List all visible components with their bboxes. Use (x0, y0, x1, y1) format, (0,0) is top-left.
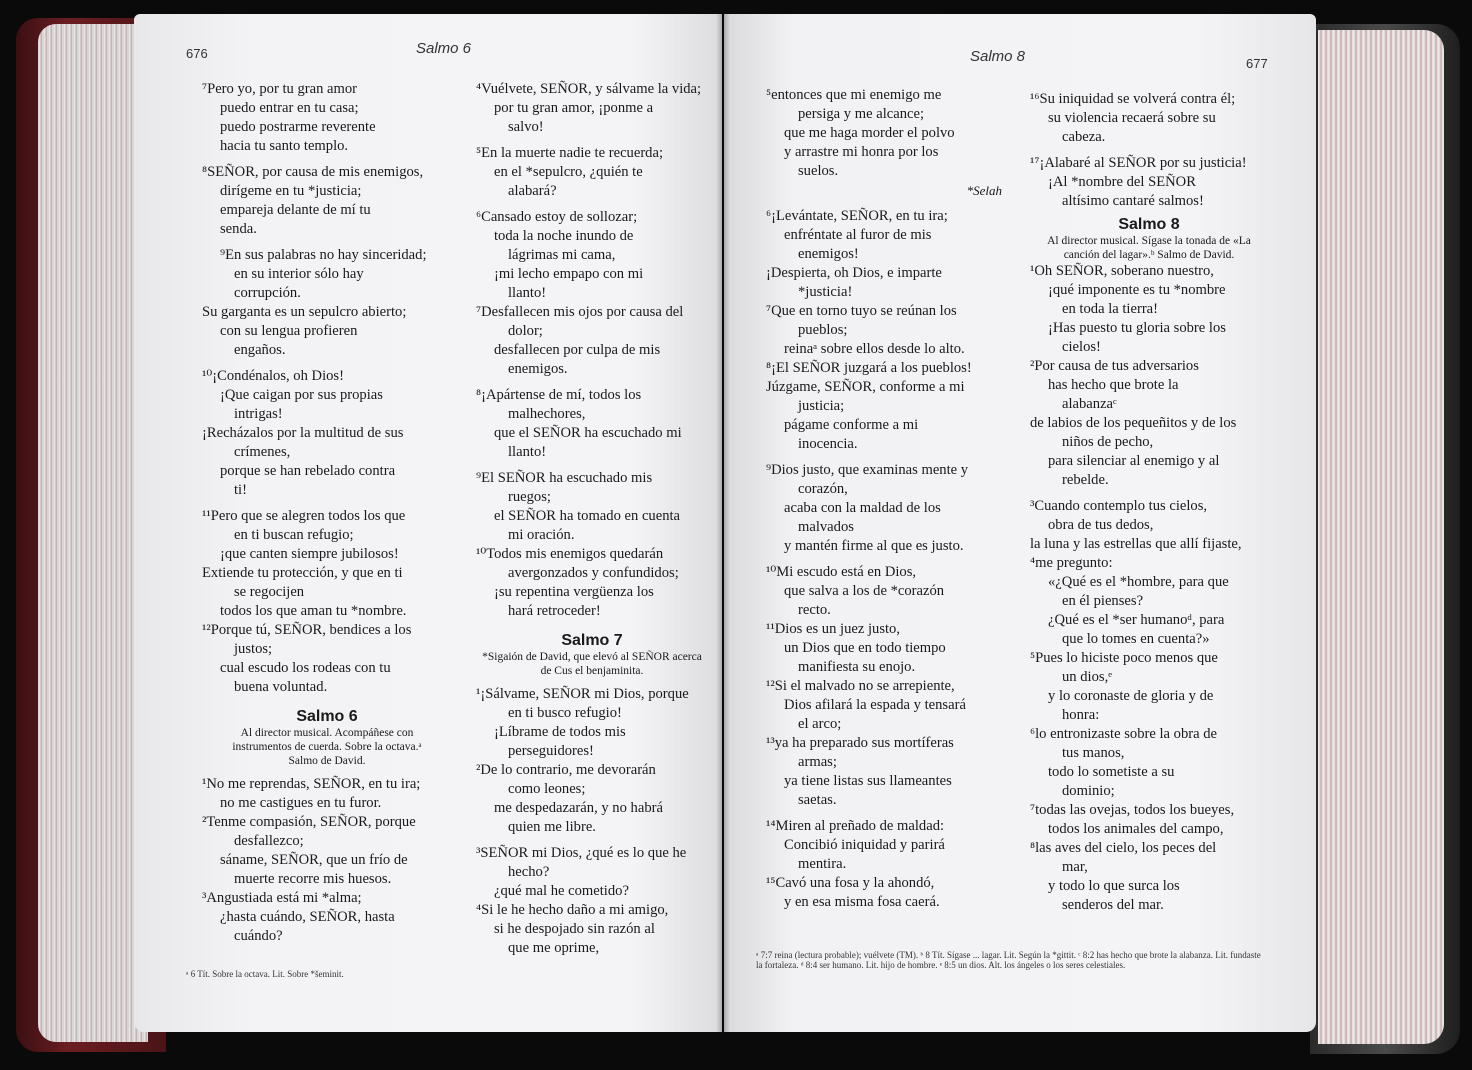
verse-block (1030, 725, 1268, 801)
verse-line: págame conforme a mi (784, 417, 919, 433)
verse-line: ²Por causa de tus adversarios (1030, 358, 1199, 374)
verse-line: malhechores, (508, 406, 586, 422)
verse-line: me despedazarán, y no habrá (494, 800, 663, 816)
verse-line: honra: (1062, 707, 1100, 723)
verse-line: recto. (798, 602, 831, 618)
verse-block (476, 303, 708, 379)
verse-line: ¹⁷¡Alabaré al SEÑOR por su justicia! (1030, 155, 1247, 171)
verse-line: ⁵entonces que mi enemigo me (766, 87, 942, 103)
selah-marker: *Selah (966, 183, 1002, 198)
verse-line: ⁷todas las ovejas, todos los bueyes, (1030, 802, 1235, 818)
verse-line: para silenciar al enemigo y al (1048, 453, 1220, 469)
verse-line: desfallezco; (234, 833, 304, 849)
verse-block (202, 621, 452, 697)
verse-line: ³Cuando contemplo tus cielos, (1030, 498, 1208, 514)
verse-line: cabeza. (1062, 129, 1106, 145)
verse-block (476, 386, 708, 462)
verse-line: ¹¹Dios es un juez justo, (766, 621, 901, 637)
verse-line: Al director musical. Sígase la tonada de «La (1047, 235, 1251, 247)
verse-line: alabanzaᶜ (1062, 396, 1117, 412)
verse-line: corazón, (798, 481, 848, 497)
verse-line: inocencia. (798, 436, 858, 452)
verse-line: buena voluntad. (234, 679, 328, 695)
verse-line: mentira. (798, 856, 847, 872)
verse-block (766, 677, 1002, 734)
verse-line: «¿Qué es el *hombre, para que (1048, 574, 1229, 590)
verse-line: ⁴Si le he hecho daño a mi amigo, (476, 902, 669, 918)
verse-line: dirígeme en tu *justicia; (220, 183, 362, 199)
verse-block (202, 367, 452, 500)
verse-block (476, 469, 708, 545)
verse-line: ²Tenme compasión, SEÑOR, porque (202, 814, 416, 830)
verse-line: hecho? (508, 864, 550, 880)
verse-line: llanto! (508, 285, 547, 301)
verse-line: en ti buscan refugio; (234, 527, 354, 543)
right-column-1 (766, 86, 1002, 912)
verse-block (476, 685, 708, 761)
verse-line: pueblos; (798, 322, 848, 338)
verse-line: ³Angustiada está mi *alma; (202, 890, 362, 906)
verse-block (766, 734, 1002, 810)
verse-line: de labios de los pequeñitos y de los (1030, 415, 1237, 431)
verse-block (1030, 262, 1268, 357)
verse-line: y mantén firme al que es justo. (784, 538, 964, 554)
verse-line: ¹⁰¡Condénalos, oh Dios! (202, 368, 344, 384)
verse-block (1030, 154, 1268, 211)
verse-line: justos; (234, 641, 273, 657)
verse-line: ⁵Pues lo hiciste poco menos que (1030, 650, 1218, 666)
verse-line: ⁹El SEÑOR ha escuchado mis (476, 470, 653, 486)
verse-line: senda. (220, 221, 257, 237)
verse-line: ⁹Dios justo, que examinas mente y (766, 462, 969, 478)
verse-block (766, 620, 1002, 677)
verse-line: que me haga morder el polvo (784, 125, 955, 141)
verse-line: ¹²Si el malvado no se arrepiente, (766, 678, 955, 694)
verse-line: quien me libre. (508, 819, 596, 835)
verse-line: no me castigues en tu furor. (220, 795, 382, 811)
verse-line: ⁸¡Apártense de mí, todos los (476, 387, 642, 403)
verse-line: corrupción. (234, 285, 301, 301)
verse-line: armas; (798, 754, 837, 770)
verse-block (202, 813, 452, 889)
verse-block (1030, 497, 1268, 554)
verse-line: ³SEÑOR mi Dios, ¿qué es lo que he (476, 845, 687, 861)
verse-line: porque se han rebelado contra (220, 463, 396, 479)
page-edges-right (1318, 30, 1444, 1044)
verse-line: ¡mi lecho empapo con mi (494, 266, 644, 282)
psalm-7-superscription (476, 650, 708, 678)
verse-line: un Dios que en todo tiempo (784, 640, 946, 656)
verse-line: puedo postrarme reverente (220, 119, 376, 135)
verse-line: ¡Recházalos por la multitud de sus (202, 425, 404, 441)
footnote-right: ᵃ 7:7 reina (lectura probable); vuélvete (TM). ᵇ 8 Tít. Sígase ... lagar. Lit. Según la *gittit. ᶜ 8:2 has hecho que brote la alabanza. Lit. fundaste la fortaleza. ᵈ 8:4 ser humano. Lit. hijo de hombre. ᵉ 8:5 un dios. Alt. los ángeles o los seres celestiales. (756, 950, 1261, 970)
verse-line: ¹¡Sálvame, SEÑOR mi Dios, porque (476, 686, 689, 702)
verse-line: cual escudo los rodeas con tu (220, 660, 391, 676)
verse-line: ⁷Que en torno tuyo se reúnan los (766, 303, 957, 319)
verse-line: suelos. (798, 163, 839, 179)
book-gutter (716, 14, 730, 1032)
verse-line: ¹⁰Todos mis enemigos quedarán (476, 546, 664, 562)
verse-line: malvados (798, 519, 854, 535)
verse-block (202, 80, 452, 156)
verse-line: dominio; (1062, 783, 1115, 799)
verse-line: Extiende tu protección, y que en ti (202, 565, 403, 581)
verse-line: ⁴me pregunto: (1030, 555, 1113, 571)
verse-line: mar, (1062, 859, 1088, 875)
verse-line: ¡Despierta, oh Dios, e imparte (766, 265, 942, 281)
verse-line: niños de pecho, (1062, 434, 1154, 450)
verse-line: Dios afilará la espada y tensará (784, 697, 966, 713)
verse-line: ⁶lo entronizaste sobre la obra de (1030, 726, 1218, 742)
verse-line: muerte recorre mis huesos. (234, 871, 392, 887)
verse-line: engaños. (234, 342, 286, 358)
verse-block (476, 844, 708, 901)
page-number-left: 676 (186, 46, 208, 61)
verse-line: en ti busco refugio! (508, 705, 622, 721)
verse-line: salvo! (508, 119, 544, 135)
verse-line: ¿qué mal he cometido? (494, 883, 629, 899)
verse-line: crímenes, (234, 444, 291, 460)
verse-block (766, 207, 1002, 302)
verse-line: que el SEÑOR ha escuchado mi (494, 425, 682, 441)
verse-block (766, 563, 1002, 620)
verse-line: hacia tu santo templo. (220, 138, 349, 154)
verse-line: ¹No me reprendas, SEÑOR, en tu ira; (202, 776, 421, 792)
verse-line: en el *sepulcro, ¿quién te (494, 164, 643, 180)
verse-block (1030, 357, 1268, 490)
verse-line: ¹¹Pero que se alegren todos los que (202, 508, 406, 524)
verse-line: llanto! (508, 444, 547, 460)
verse-block (476, 901, 708, 958)
verse-line: persiga y me alcance; (798, 106, 925, 122)
verse-line: dolor; (508, 323, 543, 339)
verse-line: en él pienses? (1062, 593, 1144, 609)
verse-block (766, 86, 1002, 181)
verse-block (1030, 649, 1268, 725)
verse-line: de Cus el benjaminita. (540, 665, 644, 677)
psalm-6-superscription (202, 726, 452, 768)
verse-line: sáname, SEÑOR, que un frío de (220, 852, 408, 868)
verse-line: instrumentos de cuerda. Sobre la octava.ᵃ (232, 741, 422, 753)
verse-line: reinaᵃ sobre ellos desde lo alto. (784, 341, 965, 357)
verse-line: que me oprime, (508, 940, 600, 956)
verse-line: ⁸las aves del cielo, los peces del (1030, 840, 1217, 856)
verse-line: ⁸SEÑOR, por causa de mis enemigos, (202, 164, 424, 180)
verse-block (766, 461, 1002, 556)
verse-block (202, 163, 452, 239)
verse-line: el arco; (798, 716, 842, 732)
verse-line: empareja delante de mí tu (220, 202, 371, 218)
verse-line: ¡Al *nombre del SEÑOR (1048, 174, 1196, 190)
verse-line: ¹²Porque tú, SEÑOR, bendices a los (202, 622, 412, 638)
verse-line: ¡su repentina vergüenza los (494, 584, 654, 600)
verse-line: ¡Que caigan por sus propias (220, 387, 383, 403)
verse-line: ⁶Cansado estoy de sollozar; (476, 209, 638, 225)
verse-line: enfréntate al furor de mis (784, 227, 932, 243)
verse-line: saetas. (798, 792, 837, 808)
verse-line: por tu gran amor, ¡ponme a (494, 100, 654, 116)
verse-line: puedo entrar en tu casa; (220, 100, 359, 116)
verse-block (202, 775, 452, 813)
verse-line: ⁷Desfallecen mis ojos por causa del (476, 304, 684, 320)
verse-line: altísimo cantaré salmos! (1062, 193, 1204, 209)
verse-block (1030, 839, 1268, 915)
verse-line: y todo lo que surca los (1048, 878, 1180, 894)
verse-line: perseguidores! (508, 743, 594, 759)
verse-block (476, 144, 708, 201)
verse-line: manifiesta su enojo. (798, 659, 916, 675)
verse-line: mi oración. (508, 527, 575, 543)
verse-line: todos los que aman tu *nombre. (220, 603, 407, 619)
verse-block (1030, 90, 1268, 147)
verse-line: ¿Qué es el *ser humanoᵈ, para (1048, 612, 1225, 628)
verse-block (766, 817, 1002, 874)
verse-line: Al director musical. Acompáñese con (240, 727, 414, 739)
right-page (724, 14, 1316, 1032)
verse-line: ²De lo contrario, me devorarán (476, 762, 656, 778)
verse-line: ti! (234, 482, 247, 498)
verse-line: ⁴Vuélvete, SEÑOR, y sálvame la vida; (476, 81, 702, 97)
verse-line: con su lengua profieren (220, 323, 358, 339)
verse-block (766, 302, 1002, 359)
verse-line: ¡Líbrame de todos mis (494, 724, 626, 740)
verse-block (766, 359, 1002, 454)
verse-line: ⁶¡Levántate, SEÑOR, en tu ira; (766, 208, 948, 224)
verse-line: tus manos, (1062, 745, 1125, 761)
page-number-right: 677 (1246, 56, 1268, 71)
footnote-left: ᵃ 6 Tít. Sobre la octava. Lit. Sobre *šeminit. (186, 969, 344, 979)
verse-block (1030, 801, 1268, 839)
verse-line: obra de tus dedos, (1048, 517, 1154, 533)
psalm-7-title: Salmo 7 (561, 632, 623, 649)
verse-block (476, 208, 708, 303)
verse-line: Salmo de David. (288, 755, 366, 767)
verse-line: ¹⁵Cavó una fosa y la ahondó, (766, 875, 935, 891)
verse-line: desfallecen por culpa de mis (494, 342, 661, 358)
verse-line: su violencia recaerá sobre su (1048, 110, 1216, 126)
verse-block (1030, 554, 1268, 649)
verse-block (766, 874, 1002, 912)
verse-line: ⁸¡El SEÑOR juzgará a los pueblos! (766, 360, 972, 376)
verse-line: lágrimas mi cama, (508, 247, 616, 263)
verse-line: todo lo sometiste a su (1048, 764, 1175, 780)
verse-block (202, 246, 452, 360)
verse-line: ¹Oh SEÑOR, soberano nuestro, (1030, 263, 1214, 279)
verse-line: ⁵En la muerte nadie te recuerda; (476, 145, 664, 161)
verse-line: el SEÑOR ha tomado en cuenta (494, 508, 681, 524)
running-head-right: Salmo 8 (970, 48, 1026, 65)
verse-line: alabará? (508, 183, 557, 199)
verse-line: ¹⁴Miren al preñado de maldad: (766, 818, 945, 834)
verse-line: todos los animales del campo, (1048, 821, 1224, 837)
verse-line: como leones; (508, 781, 586, 797)
psalm-8-superscription (1030, 234, 1268, 262)
verse-line: canción del lagar».ᵇ Salmo de David. (1063, 249, 1235, 261)
verse-block (202, 889, 452, 946)
verse-line: ⁹En sus palabras no hay sinceridad; (220, 247, 427, 263)
verse-line: si he despojado sin razón al (494, 921, 655, 937)
verse-line: Concibió iniquidad y parirá (784, 837, 945, 853)
verse-line: y arrastre mi honra por los (784, 144, 939, 160)
verse-line: ¡Has puesto tu gloria sobre los (1048, 320, 1226, 336)
verse-line: acaba con la maldad de los (784, 500, 941, 516)
verse-line: senderos del mar. (1062, 897, 1164, 913)
verse-line: enemigos. (508, 361, 568, 377)
verse-line: ¡que canten siempre jubilosos! (220, 546, 399, 562)
verse-block (476, 761, 708, 837)
left-column-1 (202, 80, 452, 946)
verse-line: ⁷Pero yo, por tu gran amor (202, 81, 358, 97)
verse-line: cielos! (1062, 339, 1101, 355)
verse-line: ¹⁰Mi escudo está en Dios, (766, 564, 917, 580)
verse-line: hará retroceder! (508, 603, 601, 619)
verse-block (476, 545, 708, 621)
verse-line: y lo coronaste de gloria y de (1048, 688, 1214, 704)
verse-line: la luna y las estrellas que allí fijaste, (1030, 536, 1242, 552)
verse-block (476, 80, 708, 137)
verse-line: *justicia! (798, 284, 853, 300)
verse-line: toda la noche inundo de (494, 228, 634, 244)
psalm-8-title: Salmo 8 (1118, 216, 1180, 233)
left-page (134, 14, 722, 1032)
verse-line: se regocijen (234, 584, 305, 600)
verse-line: Júzgame, SEÑOR, conforme a mi (766, 379, 965, 395)
verse-line: en toda la tierra! (1062, 301, 1159, 317)
verse-line: un dios,ᵉ (1062, 669, 1112, 685)
verse-line: ruegos; (508, 489, 551, 505)
verse-line: ya tiene listas sus llameantes (784, 773, 952, 789)
running-head-left: Salmo 6 (416, 40, 472, 57)
verse-line: ¿hasta cuándo, SEÑOR, hasta (220, 909, 395, 925)
verse-line: justicia; (798, 398, 845, 414)
verse-line: en su interior sólo hay (234, 266, 364, 282)
right-column-2 (1030, 90, 1268, 915)
verse-line: que lo tomes en cuenta?» (1062, 631, 1210, 647)
verse-line: intrigas! (234, 406, 283, 422)
verse-line: que salva a los de *corazón (784, 583, 945, 599)
verse-line: ¡qué imponente es tu *nombre (1048, 282, 1226, 298)
page-edges-left (38, 24, 148, 1042)
verse-line: rebelde. (1062, 472, 1109, 488)
psalm-6-title: Salmo 6 (296, 708, 358, 725)
verse-line: enemigos! (798, 246, 859, 262)
verse-block (202, 507, 452, 621)
verse-line: y en esa misma fosa caerá. (784, 894, 940, 910)
verse-line: ¹⁶Su iniquidad se volverá contra él; (1030, 91, 1236, 107)
verse-line: avergonzados y confundidos; (508, 565, 679, 581)
verse-line: *Sigaión de David, que elevó al SEÑOR acerca (482, 651, 702, 663)
verse-line: Su garganta es un sepulcro abierto; (202, 304, 407, 320)
verse-line: ¹³ya ha preparado sus mortíferas (766, 735, 954, 751)
verse-line: has hecho que brote la (1048, 377, 1179, 393)
verse-line: cuándo? (234, 928, 283, 944)
left-column-2 (476, 80, 708, 958)
